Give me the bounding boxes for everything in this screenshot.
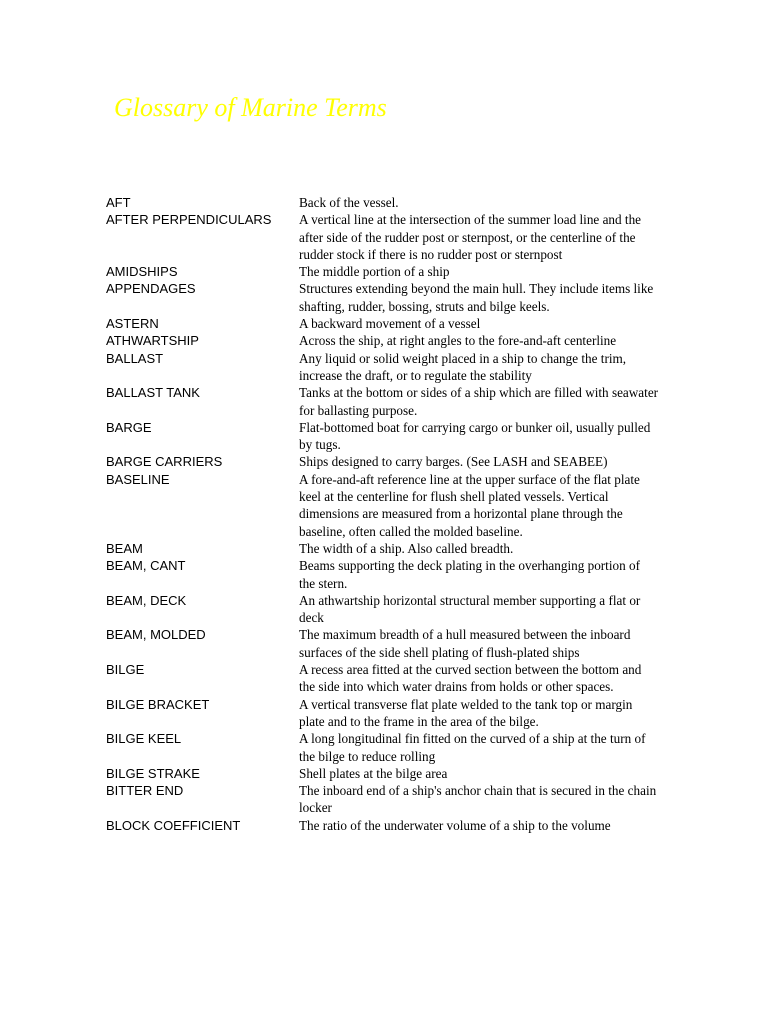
glossary-entry: [106, 280, 666, 315]
glossary-entry: [106, 557, 666, 592]
glossary-list: [106, 194, 666, 834]
glossary-term: BLOCK COEFFICIENT: [106, 817, 241, 833]
page-title: Glossary of Marine Terms: [114, 93, 387, 122]
glossary-definition: The ratio of the underwater volume of a ship to the volume: [299, 817, 611, 833]
glossary-entry: [106, 661, 666, 696]
glossary-definition: Flat-bottomed boat for carrying cargo or bunker oil, usually pulled by tugs.: [299, 419, 651, 453]
glossary-entry: [106, 453, 666, 470]
glossary-definition: Structures extending beyond the main hull. They include items like shafting, rudder, bossing, struts and bilge keels.: [299, 281, 654, 314]
glossary-term: BEAM: [106, 540, 143, 556]
glossary-term: BILGE STRAKE: [106, 765, 200, 781]
glossary-entry: [106, 315, 666, 332]
glossary-definition: Any liquid or solid weight placed in a ship to change the trim, increase the draft, or to regulate the stability: [299, 350, 627, 383]
glossary-entry: [106, 384, 666, 419]
glossary-term: AFT: [106, 195, 131, 210]
glossary-entry: [106, 211, 666, 263]
glossary-term: APPENDAGES: [106, 281, 196, 297]
glossary-definition: Shell plates at the bilge area: [299, 765, 448, 781]
glossary-term: BILGE BRACKET: [106, 696, 210, 712]
glossary-entry: [106, 765, 666, 782]
glossary-term: BEAM, CANT: [106, 558, 186, 574]
glossary-definition: A recess area fitted at the curved section between the bottom and the side into which water drains from holds or other spaces.: [299, 662, 642, 695]
glossary-term: BEAM, MOLDED: [106, 627, 206, 643]
glossary-definition: Across the ship, at right angles to the fore-and-aft centerline: [299, 333, 617, 349]
glossary-term: BILGE: [106, 662, 145, 678]
glossary-definition: The maximum breadth of a hull measured between the inboard surfaces of the side shell plating of flush-plated ships: [299, 627, 631, 660]
glossary-definition: A vertical line at the intersection of the summer load line and the after side of the rudder post or sternpost, or the centerline of the rudder stock if there is no rudder post or sternpost: [299, 212, 642, 262]
glossary-entry: [106, 696, 666, 731]
glossary-definition: Back of the vessel.: [299, 195, 399, 210]
glossary-term: BARGE CARRIERS: [106, 454, 223, 470]
glossary-definition: The inboard end of a ship's anchor chain that is secured in the chain locker: [299, 783, 657, 816]
glossary-entry: [106, 817, 666, 834]
glossary-definition: Tanks at the bottom or sides of a ship which are filled with seawater for ballasting purpose.: [299, 385, 659, 418]
glossary-definition: A backward movement of a vessel: [299, 316, 481, 332]
glossary-term: ASTERN: [106, 316, 159, 332]
glossary-term: BASELINE: [106, 471, 170, 487]
glossary-definition: Beams supporting the deck plating in the overhanging portion of the stern.: [299, 558, 640, 591]
glossary-entry: [106, 419, 666, 454]
glossary-definition: A long longitudinal fin fitted on the curved of a ship at the turn of the bilge to reduce rolling: [299, 731, 646, 764]
glossary-definition: The width of a ship. Also called breadth.: [299, 540, 514, 556]
glossary-entry: [106, 730, 666, 765]
glossary-entry: [106, 471, 666, 540]
glossary-entry: [106, 592, 666, 627]
glossary-term: BALLAST: [106, 350, 164, 366]
glossary-definition: An athwartship horizontal structural member supporting a flat or deck: [299, 592, 641, 626]
glossary-definition: The middle portion of a ship: [299, 264, 450, 280]
glossary-term: BILGE KEEL: [106, 731, 182, 747]
glossary-term: BITTER END: [106, 783, 184, 799]
glossary-term: BEAM, DECK: [106, 592, 187, 608]
glossary-entry: [106, 350, 666, 385]
glossary-entry: [106, 540, 666, 557]
glossary-definition: A fore-and-aft reference line at the upper surface of the flat plate keel at the centerline for flush shell plated vessels. Vertical dimensions are measured from a horizontal plane through the baseline, often called the molded baseline.: [299, 471, 640, 539]
glossary-term: ATHWARTSHIP: [106, 333, 199, 349]
glossary-entry: [106, 194, 666, 211]
glossary-entry: [106, 263, 666, 280]
glossary-definition: A vertical transverse flat plate welded to the tank top or margin plate and to the frame in the area of the bilge.: [299, 696, 633, 729]
glossary-term: BARGE: [106, 419, 152, 435]
glossary-term: AFTER PERPENDICULARS: [106, 212, 272, 228]
glossary-entry: [106, 626, 666, 661]
glossary-definition: Ships designed to carry barges. (See LASH and SEABEE): [299, 454, 608, 470]
glossary-term: AMIDSHIPS: [106, 264, 178, 280]
glossary-entry: [106, 332, 666, 349]
glossary-entry: [106, 782, 666, 817]
glossary-term: BALLAST TANK: [106, 385, 200, 401]
